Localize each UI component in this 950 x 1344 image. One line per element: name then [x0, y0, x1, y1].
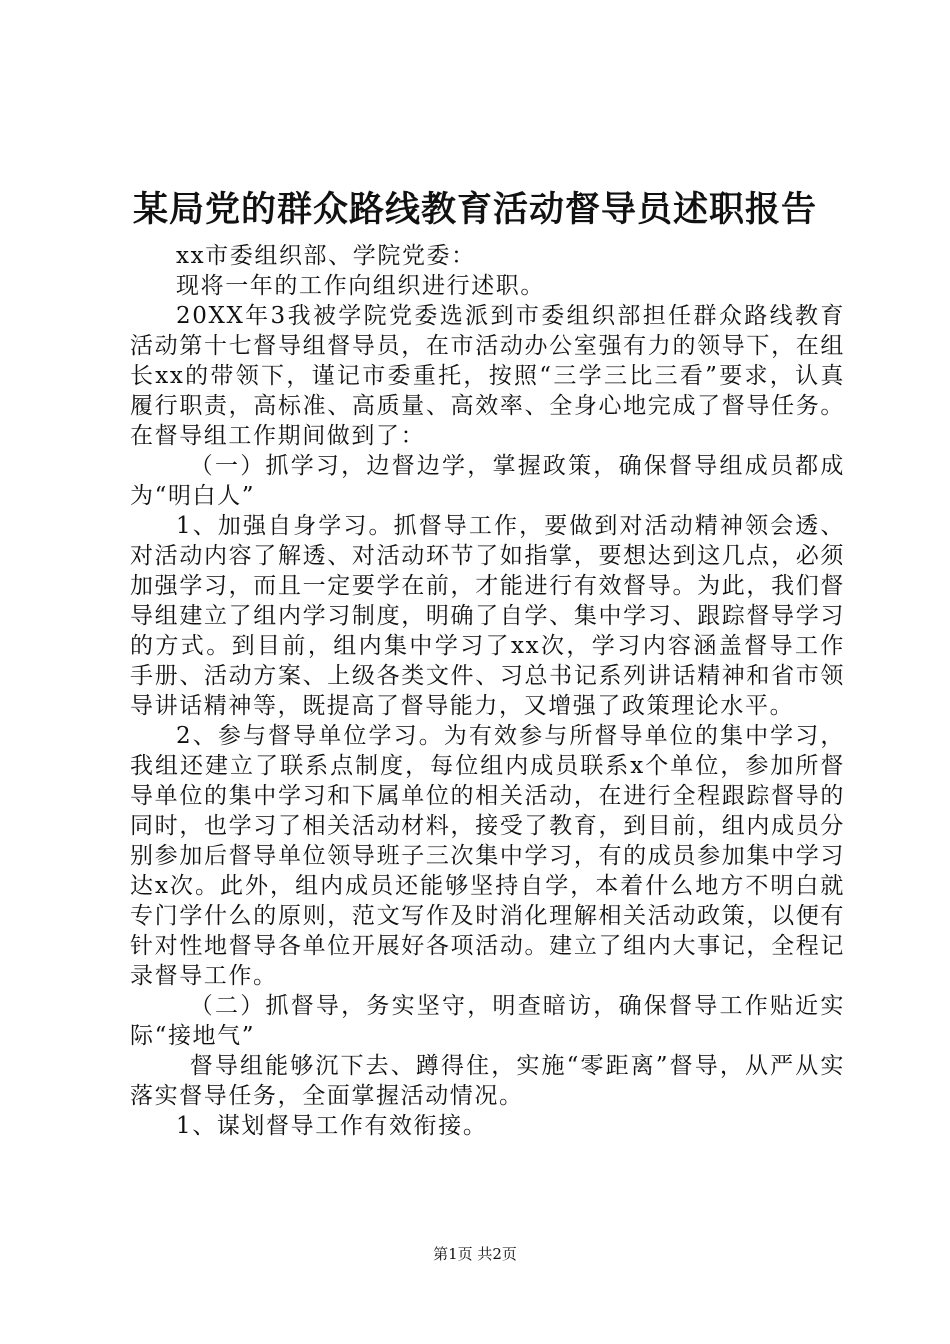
item-paragraph-2: 2、参与督导单位学习。为有效参与所督导单位的集中学习，我组还建立了联系点制度，每位组内成员联系x个单位，参加所督导单位的集中学习和下属单位的相关活动，在进行全程跟踪督导的同时，也学习了相关活动材料，接受了教育，到目前，组内成员分别参加后督导单位领导班子三次集中学习，有的成员参加集中学习达x次。此外，组内成员还能够坚持自学，本着什么地方不明白就专门学什么的原则，范文写作及时消化理解相关活动政策，以便有针对性地督导各单位开展好各项活动。建立了组内大事记，全程记录督导工作。	[130, 723, 845, 989]
page-footer: 第1页 共2页	[433, 1245, 517, 1263]
document-body	[130, 241, 845, 1141]
section-heading-2: （二）抓督导，务实坚守，明查暗访，确保督导工作贴近实际“接地气”	[130, 993, 845, 1049]
item-paragraph-1: 1、加强自身学习。抓督导工作，要做到对活动精神领会透、对活动内容了解透、对活动环节了如指掌，要想达到这几点，必须加强学习，而且一定要学在前，才能进行有效督导。为此，我们督导组建立了组内学习制度，明确了自学、集中学习、跟踪督导学习的方式。到目前，组内集中学习了xx次，学习内容涵盖督导工作手册、活动方案、上级各类文件、习总书记系列讲话精神和省市领导讲话精神等，既提高了督导能力，又增强了政策理论水平。	[130, 513, 845, 719]
intro-paragraph: 现将一年的工作向组织进行述职。	[176, 273, 545, 299]
background-paragraph: 20XX年3我被学院党委选派到市委组织部担任群众路线教育活动第十七督导组督导员，在市活动办公室强有力的领导下，在组长xx的带领下，谨记市委重托，按照“三学三比三看”要求，认真履行职责，高标准、高质量、高效率、全身心地完成了督导任务。在督导组工作期间做到了：	[130, 303, 845, 449]
document-title: 某局党的群众路线教育活动督导员述职报告	[132, 189, 817, 230]
section-2-intro: 督导组能够沉下去、蹲得住，实施“零距离”督导，从严从实落实督导任务，全面掌握活动情况。	[130, 1053, 845, 1109]
item-paragraph-3: 1、谋划督导工作有效衔接。	[176, 1113, 488, 1139]
section-heading-1: （一）抓学习，边督边学，掌握政策，确保督导组成员都成为“明白人”	[130, 453, 845, 509]
salutation: xx市委组织部、学院党委：	[176, 243, 476, 269]
